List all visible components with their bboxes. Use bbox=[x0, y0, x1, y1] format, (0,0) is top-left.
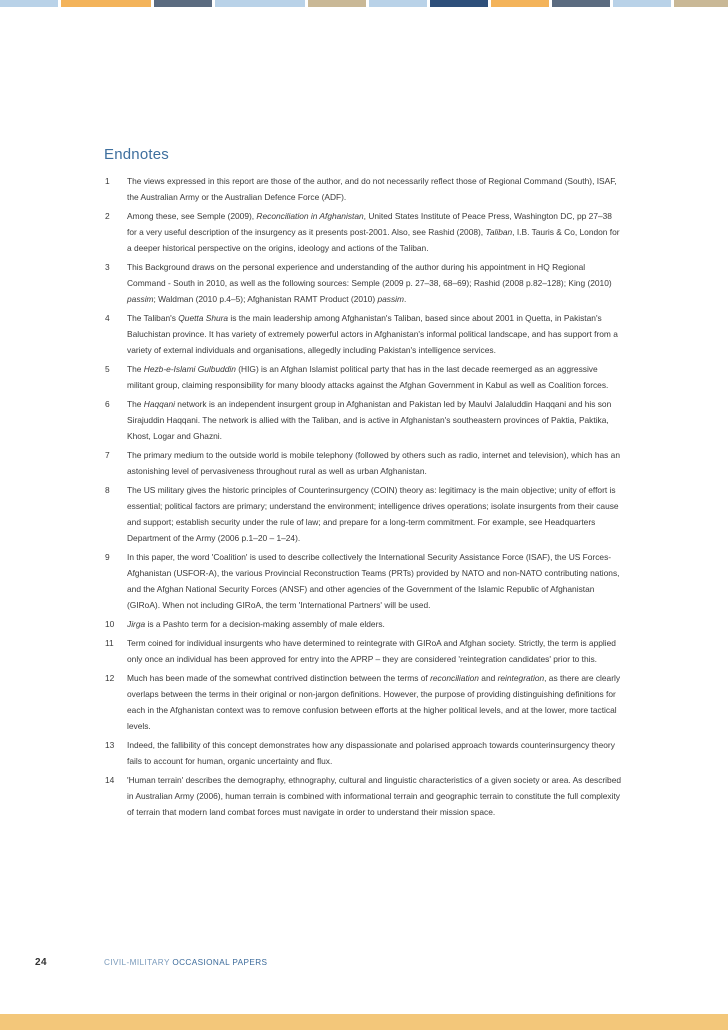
italic-title: Hezb-e-Islami Gulbuddin bbox=[143, 364, 236, 374]
italic-title: Reconciliation in Afghanistan bbox=[256, 211, 364, 221]
text-run: ; Waldman (2010 p.4–5); Afghanistan RAMT Product (2010) bbox=[153, 294, 378, 304]
endnote-number: 6 bbox=[105, 399, 110, 409]
endnote-item bbox=[104, 208, 624, 256]
endnote-text bbox=[127, 737, 624, 769]
text-run: is the main leadership among Afghanistan's Taliban, based since about 2001 in Quetta, in Pakistan's Baluchistan province. It has variety of extremely powerful actors in Afghanistan's informal political landscape, and has support from a variety of external individuals and organisations, allegedly including Pakistan's intelligence services. bbox=[127, 313, 618, 355]
color-strip bbox=[552, 0, 610, 7]
endnote-number: 13 bbox=[105, 740, 115, 750]
color-strip bbox=[674, 0, 728, 7]
endnote-text bbox=[127, 361, 624, 393]
text-run: . bbox=[403, 294, 407, 304]
text-run: , as there are clearly overlaps between the terms in their original or non-jargon definitions. However, the purpose of providing distinguishing definitions for each in the Afghanistan context was to remove confusion between efforts at the higher political levels, and at the lower, more tactical levels. bbox=[127, 673, 621, 731]
text-run: The primary medium to the outside world is mobile telephony (followed by others such as radio, internet and television), which has an astonishing level of pervasiveness throughout rural as well as urban Afghanistan. bbox=[127, 450, 620, 476]
italic-title: Taliban bbox=[485, 227, 513, 237]
color-strip bbox=[613, 0, 671, 7]
color-strip bbox=[491, 0, 549, 7]
series-light-text: CIVIL-MILITARY bbox=[104, 958, 173, 967]
color-strip bbox=[308, 0, 366, 7]
endnote-item bbox=[104, 310, 624, 358]
endnote-number: 12 bbox=[105, 673, 115, 683]
italic-title: reconciliation bbox=[430, 673, 479, 683]
endnote-item bbox=[104, 482, 624, 546]
endnote-text bbox=[127, 447, 624, 479]
italic-title: Haqqani bbox=[143, 399, 175, 409]
color-strip bbox=[430, 0, 488, 7]
text-run: Indeed, the fallibility of this concept demonstrates how any dispassionate and polarised approach towards counterinsurgency theory fails to account for human, organic uncertainty and flux. bbox=[127, 740, 615, 766]
text-run: The bbox=[127, 364, 144, 374]
endnote-number: 14 bbox=[105, 775, 115, 785]
text-run: The views expressed in this report are those of the author, and do not necessarily reflect those of Regional Command (South), ISAF, the Australian Army or the Australian Defence Force (ADF). bbox=[127, 176, 617, 202]
text-run: The bbox=[127, 399, 144, 409]
italic-title: passim bbox=[377, 294, 404, 304]
endnote-number: 1 bbox=[105, 176, 110, 186]
text-run: , United States Institute of Peace Press, Washington DC, pp 27–38 for a very useful description of the insurgency as it presents post-2001. Also, see Rashid (2008), bbox=[127, 211, 612, 237]
page-number: 24 bbox=[35, 957, 47, 968]
text-run: Term coined for individual insurgents who have determined to reintegrate with GIRoA and Afghan society. Strictly, the term is applied only once an individual has been approved for entry into the APRP – they are considered 'reintegration candidates' prior to this. bbox=[127, 638, 616, 664]
text-run: Among these, see Semple (2009), bbox=[127, 211, 257, 221]
endnote-item bbox=[104, 635, 624, 667]
endnote-item bbox=[104, 259, 624, 307]
endnote-number: 8 bbox=[105, 485, 110, 495]
color-strip bbox=[0, 0, 58, 7]
text-run: , I.B. Tauris & Co, London for a deeper historical perspective on the origins, ideology and actions of the Taliban. bbox=[127, 227, 620, 253]
endnote-item bbox=[104, 361, 624, 393]
endnote-number: 7 bbox=[105, 450, 110, 460]
text-run: (HIG) is an Afghan Islamist political party that has in the last decade reemerged as an aggressive militant group, claiming responsibility for many bloody attacks against the Afghan Government in Kabul as well as Coalition forces. bbox=[127, 364, 609, 390]
bottom-color-bar bbox=[0, 1014, 728, 1030]
italic-title: reintegration bbox=[497, 673, 545, 683]
endnote-item bbox=[104, 737, 624, 769]
endnote-number: 5 bbox=[105, 364, 110, 374]
endnotes-list bbox=[104, 173, 624, 820]
color-strip bbox=[61, 0, 151, 7]
endnote-number: 11 bbox=[105, 638, 114, 648]
color-strip bbox=[154, 0, 212, 7]
endnote-text bbox=[127, 482, 624, 546]
page-footer bbox=[0, 957, 728, 971]
endnote-text bbox=[127, 635, 624, 667]
text-run: Much has been made of the somewhat contrived distinction between the terms of bbox=[127, 673, 431, 683]
endnote-text bbox=[127, 396, 624, 444]
endnote-item bbox=[104, 396, 624, 444]
publication-series bbox=[104, 958, 267, 967]
endnote-number: 4 bbox=[105, 313, 110, 323]
endnotes-heading: Endnotes bbox=[104, 146, 169, 163]
series-dark-text: OCCASIONAL PAPERS bbox=[172, 958, 268, 967]
endnote-text bbox=[127, 549, 624, 613]
endnote-text bbox=[127, 310, 624, 358]
text-run: The US military gives the historic principles of Counterinsurgency (COIN) theory as: legitimacy is the main objective; unity of effort is essential; political factors are primary; understand the environment; intelligence drives operations; isolate insurgents from their cause and support; establish security under the rule of law; and prepare for a long-term commitment. For example, see Headquarters Department of the Army (2006 p.1–20 – 1–24). bbox=[127, 485, 619, 543]
italic-title: Quetta Shura bbox=[178, 313, 229, 323]
text-run: The Taliban's bbox=[127, 313, 179, 323]
text-run: This Background draws on the personal experience and understanding of the author during his appointment in HQ Regional Command - South in 2010, as well as the following sources: Semple (2009 p. 27–38, 68–69); Rashid (2008 p.82–128); King (2010) bbox=[127, 262, 612, 288]
endnote-number: 3 bbox=[105, 262, 110, 272]
endnote-text bbox=[127, 173, 624, 205]
text-run: network is an independent insurgent group in Afghanistan and Pakistan led by Maulvi Jalaluddin Haqqani and his son Sirajuddin Haqqani. The network is allied with the Taliban, and is active in Afghanistan's southeastern provinces of Paktia, Paktika, Khost, Logar and Ghazni. bbox=[127, 399, 612, 441]
italic-title: Jirga bbox=[127, 619, 146, 629]
text-run: and bbox=[478, 673, 498, 683]
text-run: In this paper, the word 'Coalition' is used to describe collectively the International Security Assistance Force (ISAF), the US Forces-Afghanistan (USFOR-A), the various Provincial Reconstruction Teams (PRTs) provided by NATO and non-NATO contributing nations, and the Afghan National Security Forces (ANSF) and other agencies of the Government of the Islamic Republic of Afghanistan (GIRoA). When not including GIRoA, the term 'International Partners' will be used. bbox=[127, 552, 620, 610]
endnote-item bbox=[104, 670, 624, 734]
endnote-number: 9 bbox=[105, 552, 110, 562]
endnote-number: 2 bbox=[105, 211, 110, 221]
text-run: is a Pashto term for a decision-making assembly of male elders. bbox=[145, 619, 385, 629]
endnotes-section bbox=[104, 146, 624, 823]
endnote-item bbox=[104, 173, 624, 205]
color-strip bbox=[215, 0, 305, 7]
text-run: 'Human terrain' describes the demography, ethnography, cultural and linguistic characteristics of a given society or area. As described in Australian Army (2006), human terrain is combined with informational terrain and geographic terrain to constitute the full complexity of terrain that modern land combat forces must navigate in order to understand their mission space. bbox=[127, 775, 622, 817]
endnote-text bbox=[127, 616, 624, 632]
endnote-item bbox=[104, 772, 624, 820]
endnote-text bbox=[127, 772, 624, 820]
endnote-number: 10 bbox=[105, 619, 115, 629]
endnote-text bbox=[127, 670, 624, 734]
top-color-bar bbox=[0, 0, 728, 7]
color-strip bbox=[369, 0, 427, 7]
endnote-item bbox=[104, 549, 624, 613]
endnote-text bbox=[127, 259, 624, 307]
endnote-item bbox=[104, 447, 624, 479]
endnote-item bbox=[104, 616, 624, 632]
endnote-text bbox=[127, 208, 624, 256]
italic-title: passim bbox=[127, 294, 154, 304]
